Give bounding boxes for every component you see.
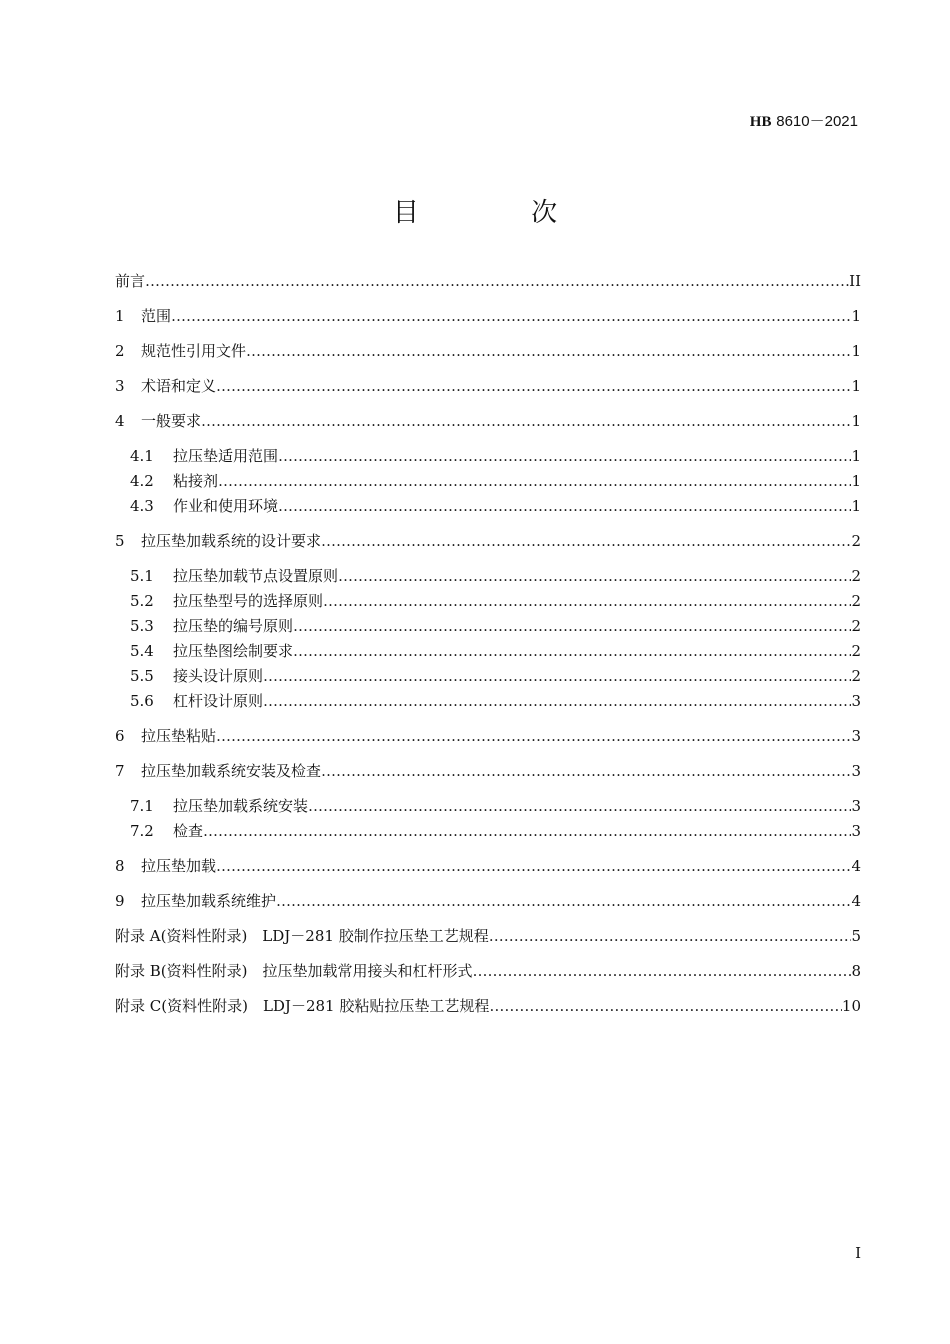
toc-entry-label: 一般要求 — [141, 412, 202, 430]
toc-entry-label: 拉压垫加载系统安装 — [173, 797, 309, 815]
toc-leader-dots — [246, 342, 851, 360]
toc-entry-label: 拉压垫加载系统安装及检查 — [141, 762, 322, 780]
toc-entry-page: 2 — [851, 642, 861, 660]
toc-entry-number: 5.2 — [130, 592, 154, 610]
toc-leader-dots — [145, 272, 849, 290]
toc-entry-number: 6 — [115, 727, 125, 745]
toc-entry-page: 3 — [851, 822, 861, 840]
toc-entry-label: 作业和使用环境 — [173, 497, 279, 515]
toc-leader-dots — [473, 962, 852, 980]
standard-prefix: HB — [749, 114, 772, 130]
toc-entry-number: 7 — [115, 762, 125, 780]
toc-entry-number: 4 — [115, 412, 125, 430]
toc-entry-page: 2 — [851, 592, 861, 610]
toc-leader-dots — [321, 762, 851, 780]
toc-entry[interactable] — [115, 590, 861, 615]
toc-entry-number: 8 — [115, 857, 125, 875]
toc-leader-dots — [278, 497, 851, 515]
toc-entry-page: 4 — [851, 857, 861, 875]
toc-entry-page: 10 — [841, 997, 861, 1015]
toc-entry-number: 3 — [115, 377, 125, 395]
toc-leader-dots — [489, 997, 842, 1015]
toc-entry-label: 检查 — [173, 822, 204, 840]
toc-entry[interactable] — [115, 760, 861, 785]
toc-entry-label: 拉压垫粘贴 — [141, 727, 217, 745]
toc-leader-dots — [216, 857, 851, 875]
toc-entry-label: 附录 B(资料性附录) 拉压垫加载常用接头和杠杆形式 — [115, 962, 473, 980]
toc-entry[interactable] — [115, 855, 861, 880]
toc-entry-label: 附录 A(资料性附录) LDJ－281 胶制作拉压垫工艺规程 — [115, 927, 489, 945]
toc-entry[interactable] — [115, 340, 861, 365]
toc-entry-page: 8 — [851, 962, 861, 980]
toc-entry-number: 5.4 — [130, 642, 154, 660]
toc-entry[interactable] — [115, 820, 861, 845]
toc-entry[interactable] — [115, 690, 861, 715]
toc-entry-page: 2 — [851, 532, 861, 550]
toc-leader-dots — [489, 927, 852, 945]
toc-leader-dots — [293, 617, 851, 635]
toc-entry-page: 2 — [851, 567, 861, 585]
toc-leader-dots — [201, 412, 851, 430]
toc-entry-page: 3 — [851, 727, 861, 745]
toc-entry-page: 5 — [851, 927, 861, 945]
toc-leader-dots — [321, 532, 851, 550]
toc-entry[interactable] — [115, 270, 861, 295]
toc-entry-number: 9 — [115, 892, 125, 910]
toc-entry-number: 4.3 — [130, 497, 154, 515]
toc-entry[interactable] — [115, 410, 861, 435]
toc-entry-number: 1 — [115, 307, 125, 325]
toc-leader-dots — [338, 567, 851, 585]
toc-entry[interactable] — [115, 565, 861, 590]
toc-leader-dots — [216, 377, 851, 395]
toc-entry-number: 7.1 — [130, 797, 154, 815]
toc-entry[interactable] — [115, 665, 861, 690]
toc-leader-dots — [216, 727, 851, 745]
toc-entry[interactable] — [115, 995, 861, 1020]
toc-entry-label: 拉压垫型号的选择原则 — [173, 592, 324, 610]
toc-entry-page: 2 — [851, 617, 861, 635]
toc-entry[interactable] — [115, 375, 861, 400]
toc-leader-dots — [278, 447, 851, 465]
toc-entry-label: 拉压垫图绘制要求 — [173, 642, 294, 660]
toc-entry-number: 4.1 — [130, 447, 154, 465]
toc-entry-label: 拉压垫适用范围 — [173, 447, 279, 465]
standard-code: 8610－2021 — [776, 113, 858, 130]
toc-leader-dots — [203, 822, 851, 840]
toc-entry-label: 范围 — [141, 307, 172, 325]
toc-entry[interactable] — [115, 445, 861, 470]
toc-entry-number: 5.1 — [130, 567, 154, 585]
toc-leader-dots — [218, 472, 851, 490]
toc-entry[interactable] — [115, 305, 861, 330]
toc-entry-label: 术语和定义 — [141, 377, 217, 395]
toc-entry-page: 3 — [851, 692, 861, 710]
toc-entry-page: 1 — [851, 472, 861, 490]
toc-entry-label: 接头设计原则 — [173, 667, 264, 685]
toc-entry[interactable] — [115, 725, 861, 750]
toc-entry-label: 杠杆设计原则 — [173, 692, 264, 710]
toc-leader-dots — [323, 592, 851, 610]
toc-entry-number: 5.5 — [130, 667, 154, 685]
toc-entry-label: 拉压垫加载系统维护 — [141, 892, 277, 910]
toc-entry[interactable] — [115, 925, 861, 950]
toc-entry-label: 前言 — [115, 272, 146, 290]
footer-page-number: I — [855, 1244, 861, 1262]
toc-leader-dots — [171, 307, 851, 325]
toc-entry-page: II — [849, 272, 861, 290]
toc-entry[interactable] — [115, 530, 861, 555]
toc-leader-dots — [293, 642, 851, 660]
toc-entry[interactable] — [115, 640, 861, 665]
toc-leader-dots — [308, 797, 851, 815]
toc-entry-label: 拉压垫加载节点设置原则 — [173, 567, 339, 585]
toc-entry-label: 粘接剂 — [173, 472, 219, 490]
toc-entry-page: 3 — [851, 762, 861, 780]
toc-entry-page: 1 — [851, 447, 861, 465]
toc-entry-page: 1 — [851, 497, 861, 515]
toc-entry-page: 2 — [851, 667, 861, 685]
toc-entry-page: 1 — [851, 342, 861, 360]
page-title: 目 次 — [392, 198, 610, 228]
toc-entry-page: 1 — [851, 307, 861, 325]
toc-entry-label: 拉压垫加载系统的设计要求 — [141, 532, 322, 550]
toc-entry-number: 5.3 — [130, 617, 154, 635]
toc-entry-label: 拉压垫加载 — [141, 857, 217, 875]
toc-entry-number: 5 — [115, 532, 125, 550]
toc-entry-number: 7.2 — [130, 822, 154, 840]
toc-entry-page: 1 — [851, 412, 861, 430]
toc-entry-page: 4 — [851, 892, 861, 910]
toc-entry-label: 附录 C(资料性附录) LDJ－281 胶粘贴拉压垫工艺规程 — [115, 997, 490, 1015]
toc-entry[interactable] — [115, 795, 861, 820]
toc-entry-number: 2 — [115, 342, 125, 360]
toc-entry-number: 5.6 — [130, 692, 154, 710]
toc-entry[interactable] — [115, 615, 861, 640]
toc-leader-dots — [263, 667, 851, 685]
toc-entry-label: 规范性引用文件 — [141, 342, 247, 360]
toc-entry[interactable] — [115, 495, 861, 520]
toc-entry-number: 4.2 — [130, 472, 154, 490]
toc-entry-page: 1 — [851, 377, 861, 395]
toc-entry-page: 3 — [851, 797, 861, 815]
toc-entry-label: 拉压垫的编号原则 — [173, 617, 294, 635]
toc-entry[interactable] — [115, 960, 861, 985]
page-header — [750, 110, 858, 131]
toc-leader-dots — [263, 692, 851, 710]
toc-leader-dots — [276, 892, 851, 910]
toc-entry[interactable] — [115, 470, 861, 495]
toc-entry[interactable] — [115, 890, 861, 915]
